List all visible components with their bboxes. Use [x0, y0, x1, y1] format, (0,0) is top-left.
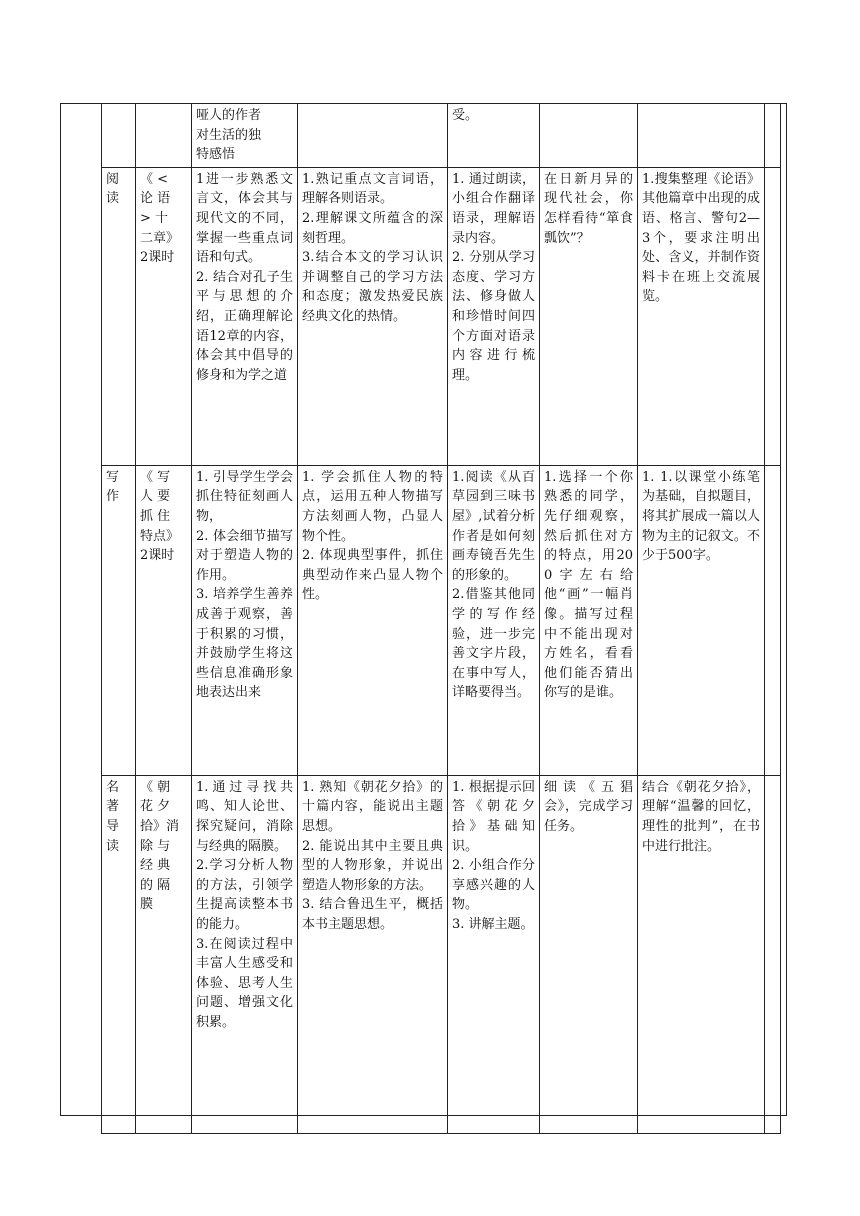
lesson-plan-table — [101, 103, 781, 1134]
category-cell — [102, 775, 136, 1133]
cell-text: 阅 读 — [106, 171, 120, 207]
key-points-cell — [298, 775, 448, 1133]
cell-paragraph: 3. 培养学生善养成善于观察，善于积累的习惯，并鼓励学生将这些信息准确形象地表达出来 — [196, 587, 293, 701]
activities-cell — [448, 104, 540, 168]
course-cell — [136, 775, 192, 1133]
cell-paragraph: 细读《五猖会》，完成学习任务。 — [544, 779, 633, 834]
cell-paragraph: 3. 讲解主题。 — [452, 916, 534, 932]
table-row — [102, 104, 781, 168]
cell-paragraph: 2. 小组合作分享感兴趣的人物。 — [452, 858, 535, 913]
table-row — [102, 167, 781, 465]
activities-cell — [448, 775, 540, 1133]
cell-paragraph: 1. 根据提示回答《朝花夕拾》基础知识。 — [452, 779, 535, 854]
goals-cell — [192, 775, 298, 1133]
cell-paragraph: 2.借鉴其他同学的写作经验，进一步完善文字片段，在事中写人，详略要得当。 — [452, 587, 535, 701]
empty-cell — [765, 775, 781, 1133]
key-points-cell — [298, 104, 448, 168]
category-cell — [102, 465, 136, 775]
question-cell — [540, 465, 638, 775]
cell-paragraph: 1. 引导学生学会抓住特征刻画人物， — [196, 469, 293, 524]
homework-cell — [638, 465, 765, 775]
table-row — [102, 465, 781, 775]
cell-paragraph: 1.搜集整理《论语》其他篇章中出现的成语、格言、警句2—3个，要求注明出处、含义，并制作资料卡在班上交流展览。 — [642, 171, 760, 305]
cell-paragraph: 3.在阅读过程中丰富人生感受和体验、思考人生问题、增强文化积累。 — [196, 936, 293, 1030]
homework-cell — [638, 167, 765, 465]
cell-text: 写 作 — [106, 469, 120, 505]
cell-paragraph: 1进一步熟悉文言文，体会其与现代文的不同，掌握一些重点词语和句式。 — [196, 171, 293, 266]
key-points-cell — [298, 465, 448, 775]
goals-cell — [192, 104, 298, 168]
cell-paragraph: 1.熟记重点文言词语，理解各则语录。 — [302, 171, 443, 207]
cell-paragraph: 在日新月异的现代社会，你怎样看待“箪食瓢饮”？ — [544, 171, 633, 246]
course-cell — [136, 104, 192, 168]
cell-paragraph: 3.结合本文的学习认识并调整自己的学习方法和态度；激发热爱民族经典文化的热情。 — [302, 250, 443, 324]
goals-cell — [192, 167, 298, 465]
cell-paragraph: 1.通过寻找共鸣、知人论世、探究疑问，消除与经典的隔膜。 — [196, 779, 293, 854]
cell-paragraph: 2. 体现典型事件，抓住典型动作来凸显人物个性。 — [302, 548, 443, 603]
cell-paragraph: 2.学习分析人物的方法，引领学生提高读整本书的能力。 — [196, 858, 293, 932]
course-cell — [136, 167, 192, 465]
goals-cell — [192, 465, 298, 775]
empty-cell — [765, 167, 781, 465]
category-cell — [102, 104, 136, 168]
cell-text: 《 写 人 要 抓 住 特点》 2课时 — [140, 469, 180, 564]
homework-cell — [638, 775, 765, 1133]
cell-text: 名 著 导 读 — [106, 779, 120, 854]
cell-paragraph: 哑人的作者 — [196, 108, 262, 123]
question-cell — [540, 167, 638, 465]
key-points-cell — [298, 167, 448, 465]
cell-paragraph: 2. 结合对孔子生平与思想的介绍，正确理解论语12章的内容，体会其中倡导的修身和为学之道 — [196, 269, 293, 383]
table-body — [102, 104, 781, 1134]
cell-paragraph: 1.选择一个你熟悉的同学，先仔细观察，然后抓住对方的特点，用200字左右给他“画”一幅肖像。描写过程中不能出现对方姓名，看看他们能否猜出你写的是谁。 — [544, 469, 633, 701]
cell-paragraph: 1. 熟知《朝花夕拾》的十篇内容，能说出主题思想。 — [302, 779, 443, 834]
question-cell — [540, 775, 638, 1133]
empty-cell — [765, 465, 781, 775]
cell-paragraph: 1. 学会抓住人物的特点，运用五种人物描写方法刻画人物，凸显人物个性。 — [302, 469, 443, 544]
cell-paragraph: 特感悟 — [196, 147, 236, 163]
cell-paragraph: 2. 能说出其中主要且典型的人物形象，并说出塑造人物形象的方法。 — [302, 838, 443, 893]
table-row — [102, 775, 781, 1133]
activities-cell — [448, 167, 540, 465]
cell-paragraph: 2.理解课文所蕴含的深刻哲理。 — [302, 210, 443, 246]
cell-paragraph: 1. 通过朗读，小组合作翻译语录，理解语录内容。 — [452, 171, 535, 246]
category-cell — [102, 167, 136, 465]
empty-cell — [765, 104, 781, 168]
cell-paragraph: 结合《朝花夕拾》，理解“温馨的回忆，理性的批判”，在书中进行批注。 — [642, 779, 760, 854]
cell-paragraph: 对生活的独 — [196, 127, 262, 143]
cell-text: 《 < 论 语 > 十 二章》 2课时 — [140, 171, 180, 266]
homework-cell — [638, 104, 765, 168]
cell-paragraph: 2. 分别从学习态度、学习方法、修身做人和珍惜时间四个方面对语录内容进行梳理。 — [452, 250, 535, 383]
cell-paragraph: 2. 体会细节描写对于塑造人物的作用。 — [196, 528, 293, 583]
cell-paragraph: 1. 1.以课堂小练笔为基础，自拟题目，将其扩展成一篇以人物为主的记叙文。不少于500字。 — [642, 469, 760, 564]
question-cell — [540, 104, 638, 168]
cell-text: 《 朝 花 夕 拾》消 除 与 经 典 的 隔 膜 — [140, 779, 180, 913]
activities-cell — [448, 465, 540, 775]
cell-paragraph: 3. 结合鲁迅生平，概括本书主题思想。 — [302, 897, 443, 932]
cell-paragraph: 受。 — [452, 108, 479, 123]
cell-paragraph: 1.阅读《从百草园到三味书屋》,试着分析作者是如何刻画寿镜吾先生的形象的。 — [452, 469, 535, 583]
course-cell — [136, 465, 192, 775]
